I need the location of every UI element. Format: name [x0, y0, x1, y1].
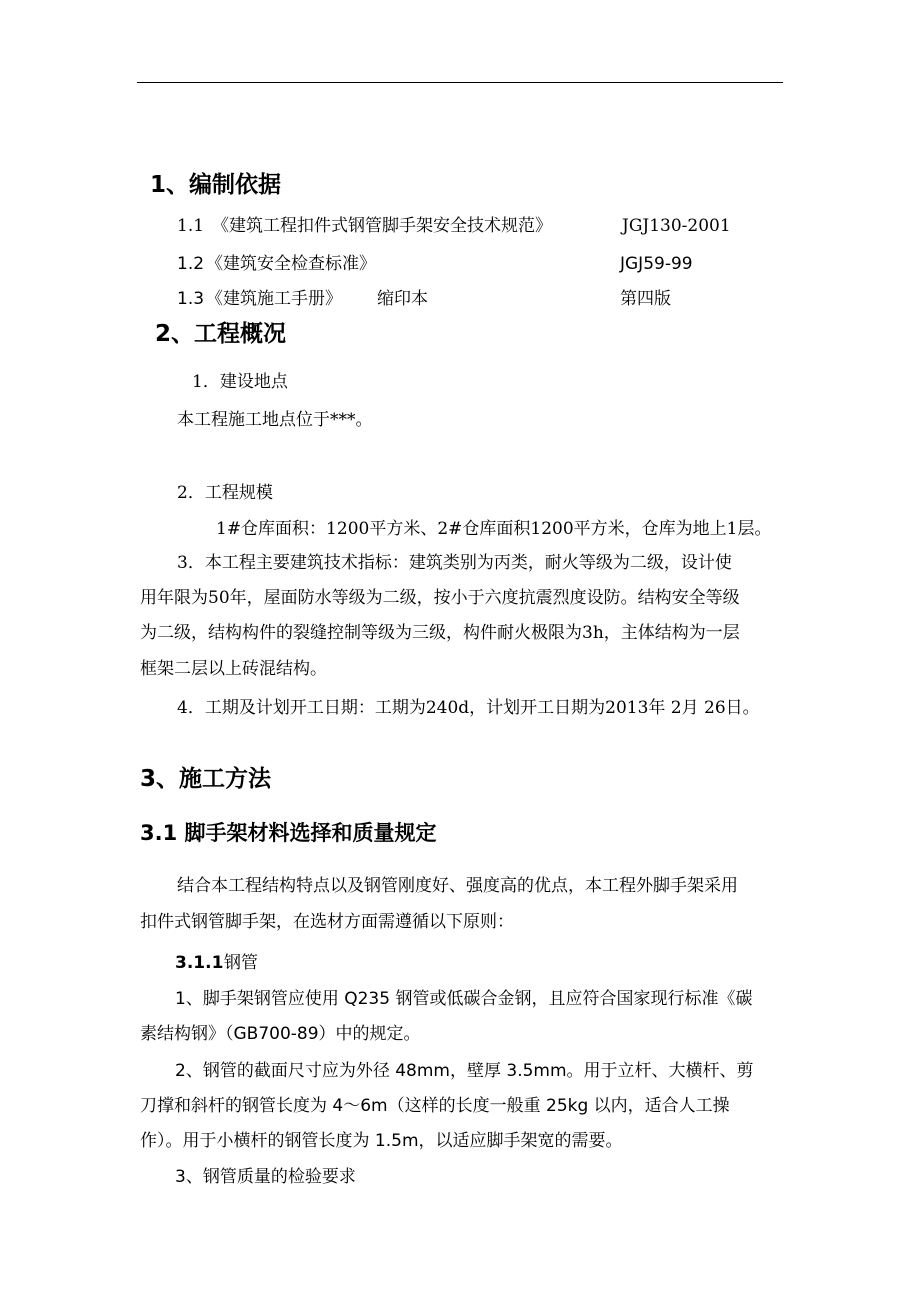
ref-1-title: 《建筑工程扣件式钢管脚手架安全技术规范》: [212, 216, 552, 236]
ref-2-number: 1.2: [177, 254, 205, 274]
para-1-line-1: 1、脚手架钢管应使用 Q235 钢管或低碳合金钢，且应符合国家现行标准《碳: [175, 989, 753, 1009]
para-2-line-3: 作）。用于小横杆的钢管长度为 1.5m，以适应脚手架宽的需要。: [140, 1131, 623, 1151]
intro-line-1: 结合本工程结构特点以及钢管刚度好、强度高的优点，本工程外脚手架采用: [177, 876, 738, 896]
item-1-text: 本工程施工地点位于***。: [177, 410, 373, 430]
subsection-3-1-1-title: 钢管: [224, 953, 258, 973]
ref-3-number: 1.3: [177, 289, 205, 309]
subsection-3-1-1-number: 3.1.1: [175, 953, 224, 973]
ref-3-note: 缩印本: [377, 289, 428, 309]
para-3-text: 3、钢管质量的检验要求: [175, 1167, 356, 1187]
subsection-3-1-heading: 3.1 脚手架材料选择和质量规定: [140, 821, 437, 845]
item-2-text: 1#仓库面积：1200平方米、2#仓库面积1200平方米，仓库为地上1层。: [216, 519, 772, 539]
intro-line-2: 扣件式钢管脚手架，在选材方面需遵循以下原则：: [140, 912, 514, 932]
ref-2-code: JGJ59-99: [620, 254, 693, 274]
item-2-title: 2．工程规模: [177, 483, 273, 503]
para-2-line-2: 刀撑和斜杆的钢管长度为 4～6m（这样的长度一般重 25kg 以内，适合人工操: [140, 1096, 730, 1116]
item-1-title: 1．建设地点: [192, 372, 288, 392]
para-1-line-2: 素结构钢》（GB700-89）中的规定。: [140, 1024, 421, 1044]
para-2-line-1: 2、钢管的截面尺寸应为外径 48mm，壁厚 3.5mm。用于立杆、大横杆、剪: [175, 1061, 754, 1081]
section-1-heading: 1、编制依据: [150, 172, 282, 198]
item-3-line-2: 用年限为50年，屋面防水等级为二级，按小于六度抗震烈度设防。结构安全等级: [140, 588, 740, 608]
ref-2-title: 《建筑安全检查标准》: [206, 254, 376, 274]
item-3-line-4: 框架二层以上砖混结构。: [140, 659, 327, 679]
ref-1-number: 1.1: [177, 216, 205, 236]
ref-3-title: 《建筑施工手册》: [206, 289, 342, 309]
ref-3-code: 第四版: [620, 289, 671, 309]
header-rule: [137, 82, 783, 83]
section-2-heading: 2、工程概况: [155, 321, 287, 347]
ref-1-code: JGJ130-2001: [622, 216, 731, 236]
section-3-heading: 3、施工方法: [140, 766, 272, 792]
item-3-line-1: 3．本工程主要建筑技术指标：建筑类别为丙类，耐火等级为二级，设计使: [177, 553, 732, 573]
item-4-text: 4．工期及计划开工日期：工期为240d，计划开工日期为2013年 2月 26日。: [177, 698, 760, 718]
item-3-line-3: 为二级，结构构件的裂缝控制等级为三级，构件耐火极限为3h，主体结构为一层: [140, 623, 740, 643]
